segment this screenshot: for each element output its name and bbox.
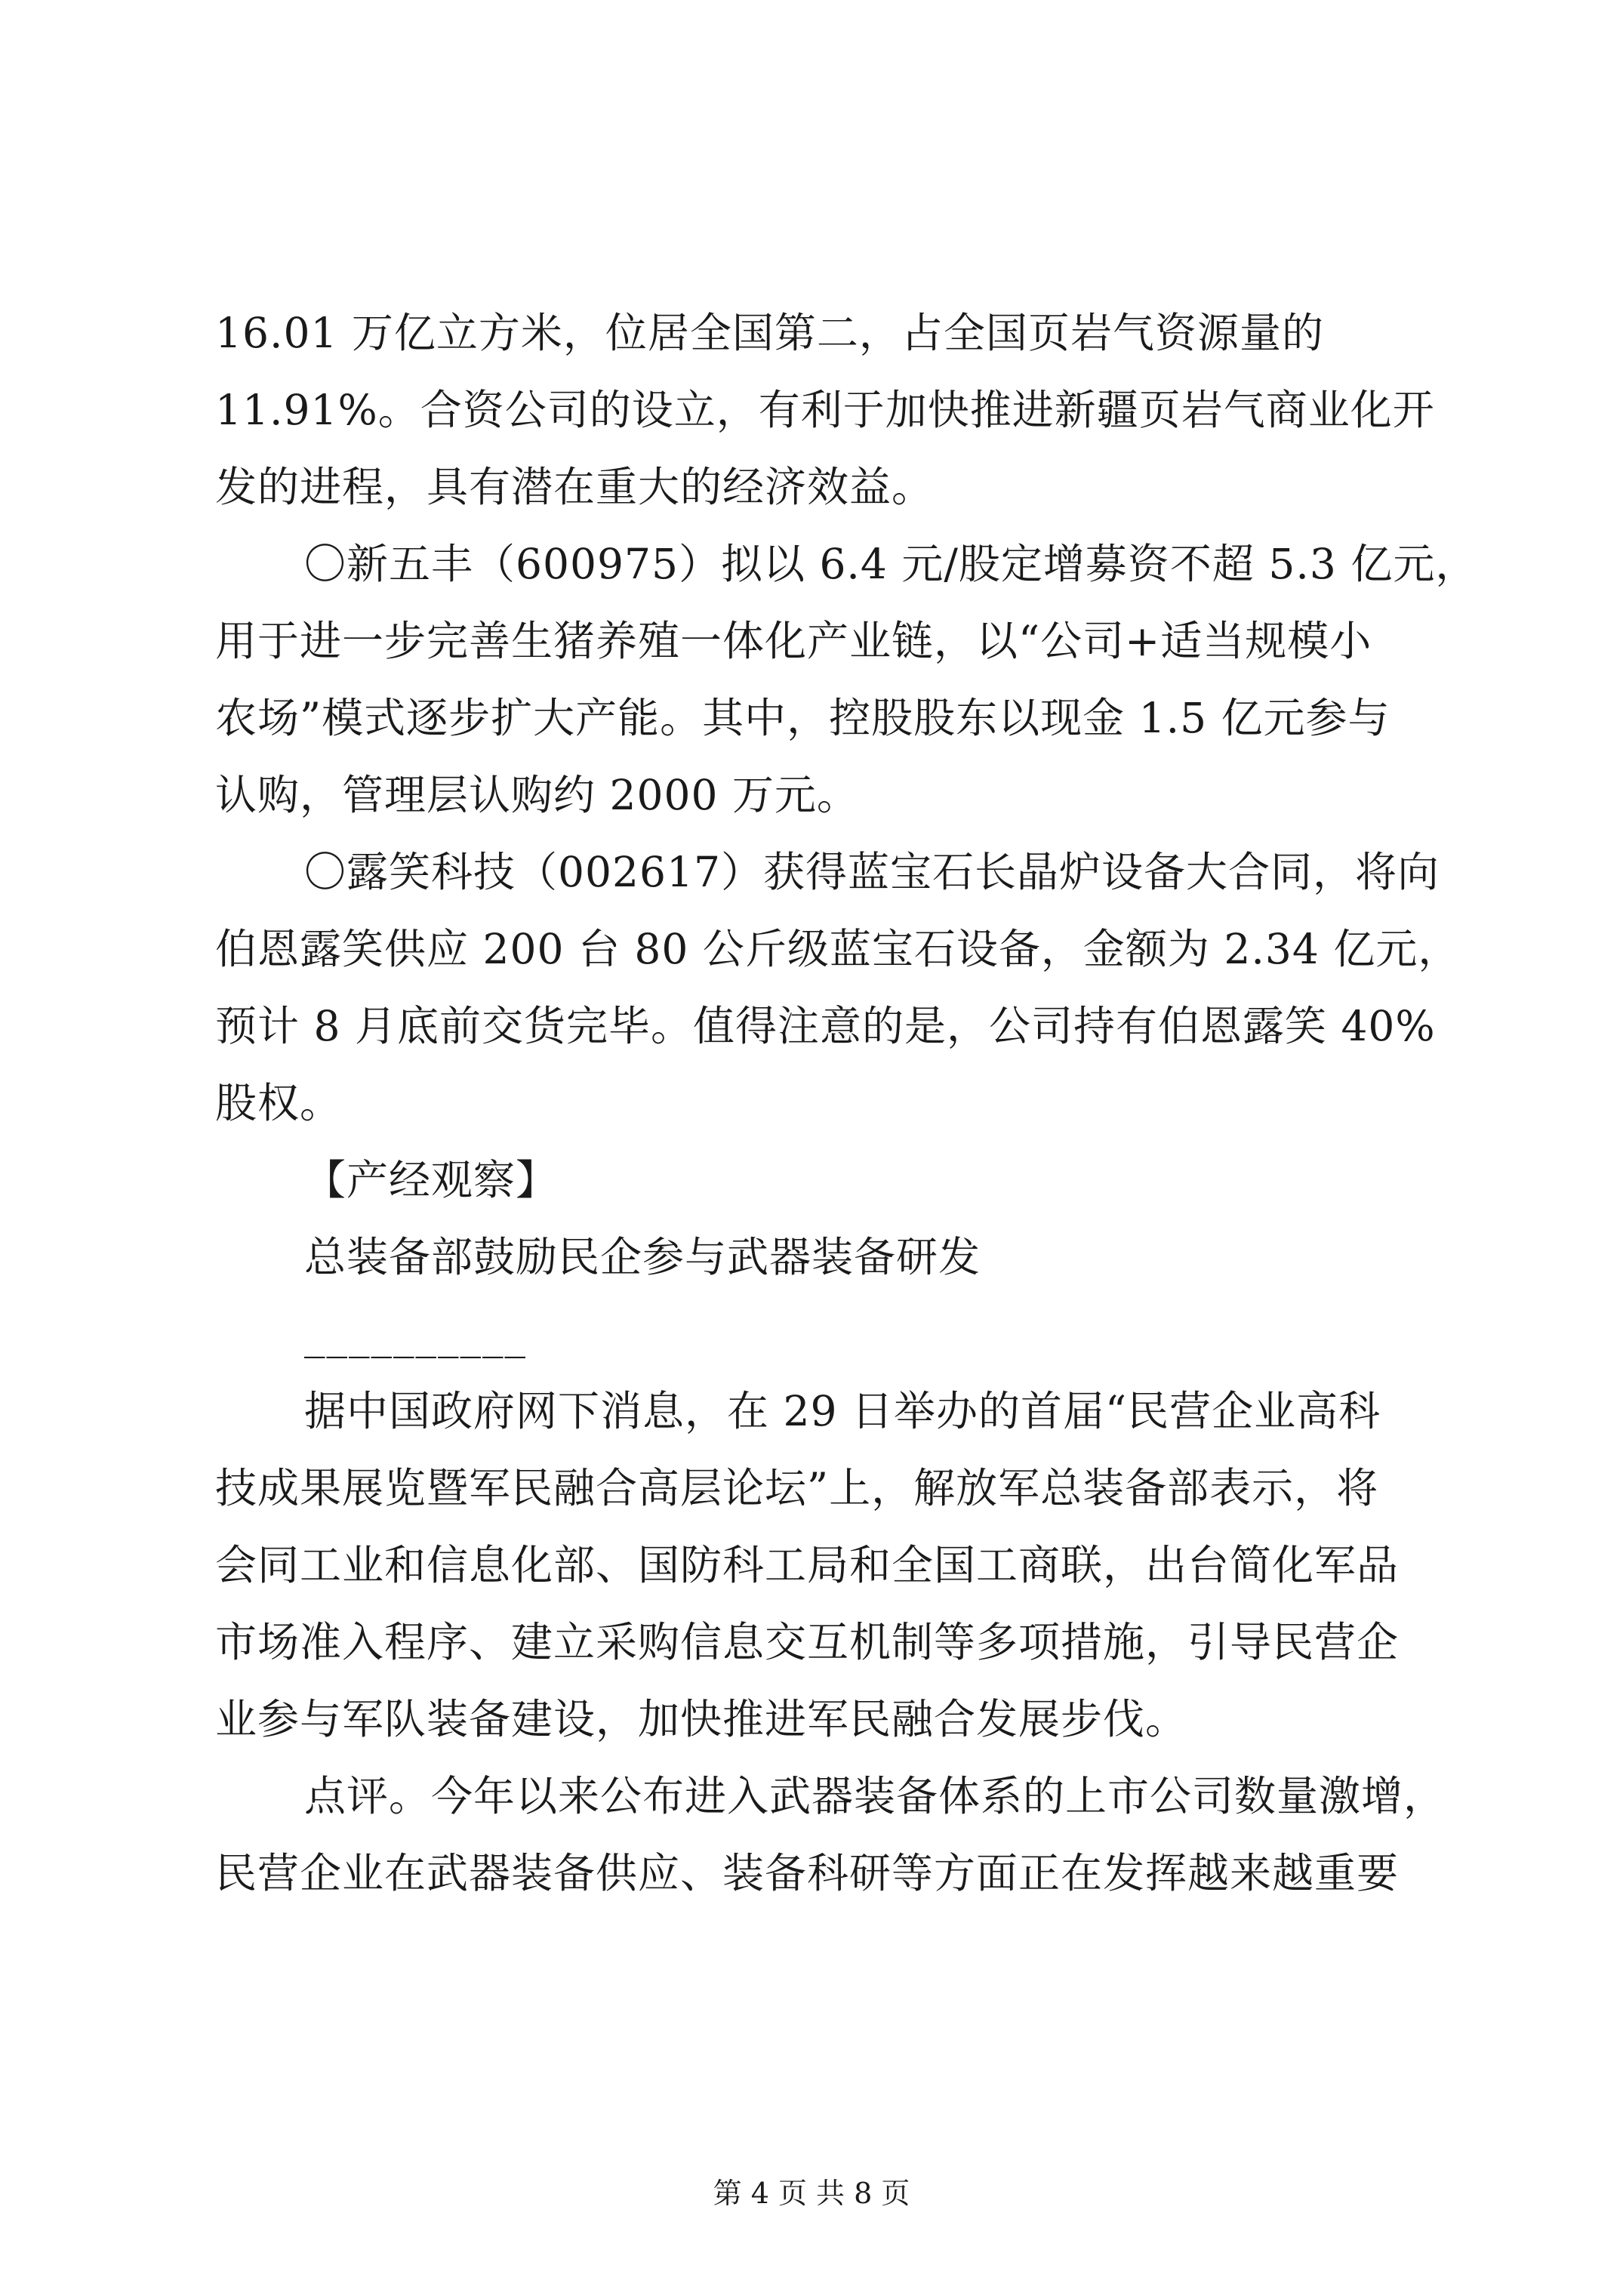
paragraph-line: 11.91%。合资公司的设立，有利于加快推进新疆页岩气商业化开 bbox=[215, 386, 1435, 434]
paragraph-line: 发的进程，具有潜在重大的经济效益。 bbox=[215, 463, 935, 511]
paragraph-line: 用于进一步完善生猪养殖一体化产业链，以“公司+适当规模小 bbox=[215, 617, 1372, 665]
paragraph-line: 技成果展览暨军民融合高层论坛”上，解放军总装备部表示，将 bbox=[215, 1464, 1379, 1512]
paragraph-line: 伯恩露笑供应 200 台 80 公斤级蓝宝石设备，金额为 2.34 亿元， bbox=[215, 925, 1461, 973]
paragraph-line: 农场”模式逐步扩大产能。其中，控股股东以现金 1.5 亿元参与 bbox=[215, 694, 1390, 742]
paragraph-line: 预计 8 月底前交货完毕。值得注意的是，公司持有伯恩露笑 40% bbox=[215, 1002, 1436, 1050]
document-body bbox=[215, 294, 1478, 1912]
paragraph-line: 〇新五丰（600975）拟以 6.4 元/股定增募资不超 5.3 亿元， bbox=[304, 540, 1478, 588]
paragraph-line: 16.01 万亿立方米，位居全国第二，占全国页岩气资源量的 bbox=[215, 309, 1324, 357]
paragraph-line: 股权。 bbox=[215, 1079, 343, 1127]
paragraph-line: 据中国政府网下消息，在 29 日举办的首届“民营企业高科 bbox=[304, 1387, 1381, 1435]
paragraph-line: 民营企业在武器装备供应、装备科研等方面正在发挥越来越重要 bbox=[215, 1849, 1400, 1897]
page-footer: 第 4 页 共 8 页 bbox=[713, 2177, 910, 2210]
section-heading: 【产经观察】 bbox=[304, 1156, 559, 1204]
paragraph-line: 市场准入程序、建立采购信息交互机制等多项措施，引导民营企 bbox=[215, 1618, 1400, 1666]
article-title: 总装备部鼓励民企参与武器装备研发 bbox=[304, 1233, 981, 1281]
paragraph-line: 〇露笑科技（002617）获得蓝宝石长晶炉设备大合同，将向 bbox=[304, 848, 1440, 896]
paragraph-line: 点评。今年以来公布进入武器装备体系的上市公司数量激增， bbox=[304, 1772, 1446, 1820]
paragraph-line: 业参与军队装备建设，加快推进军民融合发展步伐。 bbox=[215, 1695, 1188, 1743]
separator-underline: __________ bbox=[304, 1310, 527, 1358]
paragraph-line: 认购，管理层认购约 2000 万元。 bbox=[215, 771, 859, 819]
paragraph-line: 会同工业和信息化部、国防科工局和全国工商联，出台简化军品 bbox=[215, 1541, 1400, 1589]
